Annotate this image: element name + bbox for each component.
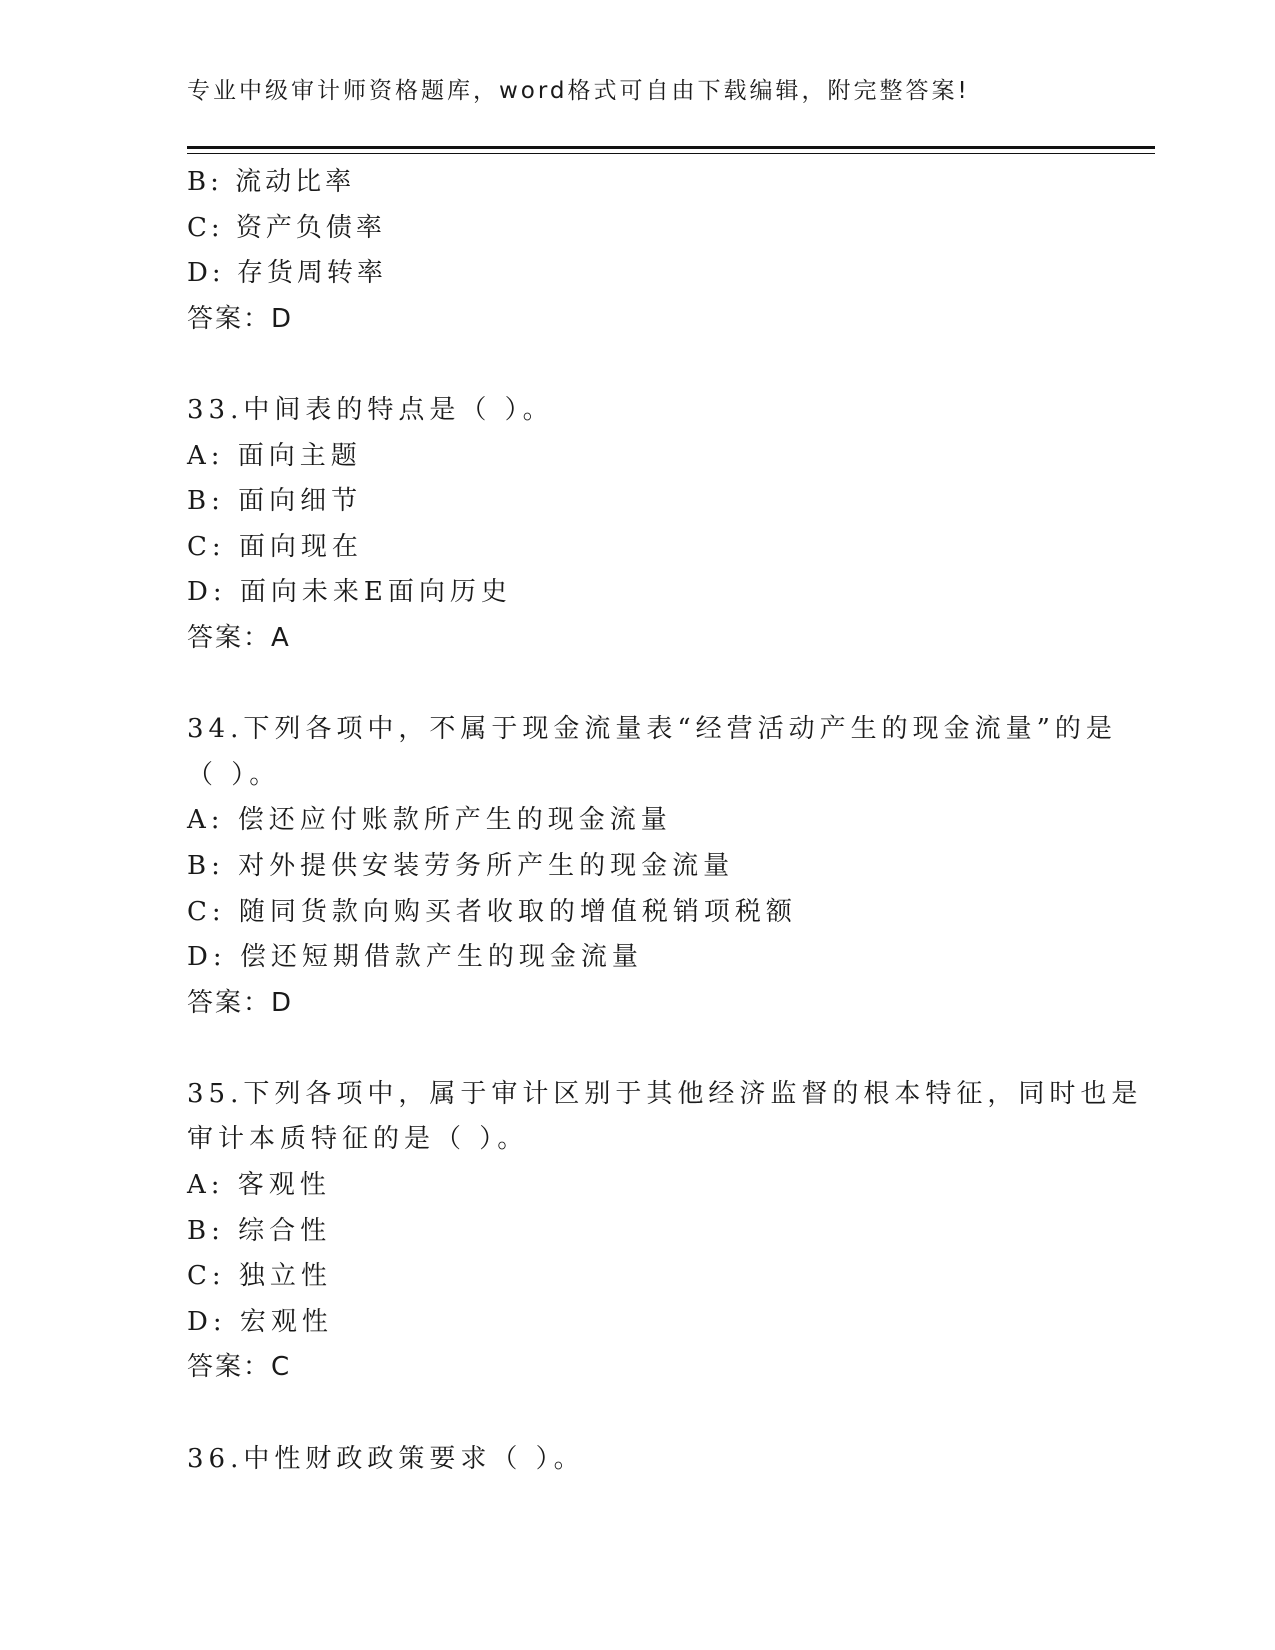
option-line: C: 资产负债率 bbox=[187, 212, 386, 243]
option-line: A: 客观性 bbox=[187, 1170, 331, 1201]
option-line: D: 偿还短期借款产生的现金流量 bbox=[187, 942, 643, 973]
question-text: （ ）。 bbox=[187, 759, 281, 790]
top-block bbox=[187, 160, 1087, 342]
question-35 bbox=[187, 1072, 1143, 1391]
option-line: D: 宏观性 bbox=[187, 1306, 333, 1337]
answer-line: 答案：D bbox=[187, 303, 294, 334]
option-line: C: 面向现在 bbox=[187, 531, 363, 562]
option-line: C: 随同货款向购买者收取的增值税销项税额 bbox=[187, 896, 797, 927]
question-text: 35.下列各项中，属于审计区别于其他经济监督的根本特征，同时也是 bbox=[187, 1078, 1143, 1109]
option-line: D: 存货周转率 bbox=[187, 258, 387, 289]
question-text: 34.下列各项中，不属于现金流量表“经营活动产生的现金流量”的是 bbox=[187, 714, 1117, 745]
spacer bbox=[187, 342, 1087, 388]
question-text: 36.中性财政政策要求（ ）。 bbox=[187, 1443, 585, 1474]
spacer bbox=[187, 1391, 1087, 1437]
option-line: B: 流动比率 bbox=[187, 167, 356, 197]
option-line: A: 面向主题 bbox=[187, 440, 362, 471]
question-34 bbox=[187, 707, 1117, 1026]
spacer bbox=[187, 1026, 1087, 1072]
header-rule-thin bbox=[187, 153, 1155, 154]
question-text: 33.中间表的特点是（ ）。 bbox=[187, 394, 554, 425]
answer-line: 答案：D bbox=[187, 987, 294, 1018]
option-line: A: 偿还应付账款所产生的现金流量 bbox=[187, 805, 672, 836]
answer-line: 答案：C bbox=[187, 1352, 292, 1383]
option-line: B: 面向细节 bbox=[187, 486, 363, 517]
option-line: D: 面向未来E面向历史 bbox=[187, 577, 512, 608]
option-line: B: 对外提供安装劳务所产生的现金流量 bbox=[187, 850, 735, 881]
option-line: B: 综合性 bbox=[187, 1215, 332, 1246]
page-header: 专业中级审计师资格题库，word格式可自由下载编辑，附完整答案! bbox=[187, 78, 970, 104]
question-33 bbox=[187, 388, 1087, 662]
document-body bbox=[187, 160, 1143, 1482]
spacer bbox=[187, 662, 1087, 708]
question-text: 审计本质特征的是（ ）。 bbox=[187, 1124, 529, 1155]
question-36 bbox=[187, 1437, 1087, 1483]
header-rule-thick bbox=[187, 146, 1155, 149]
option-line: C: 独立性 bbox=[187, 1261, 332, 1292]
answer-line: 答案：A bbox=[187, 622, 291, 653]
